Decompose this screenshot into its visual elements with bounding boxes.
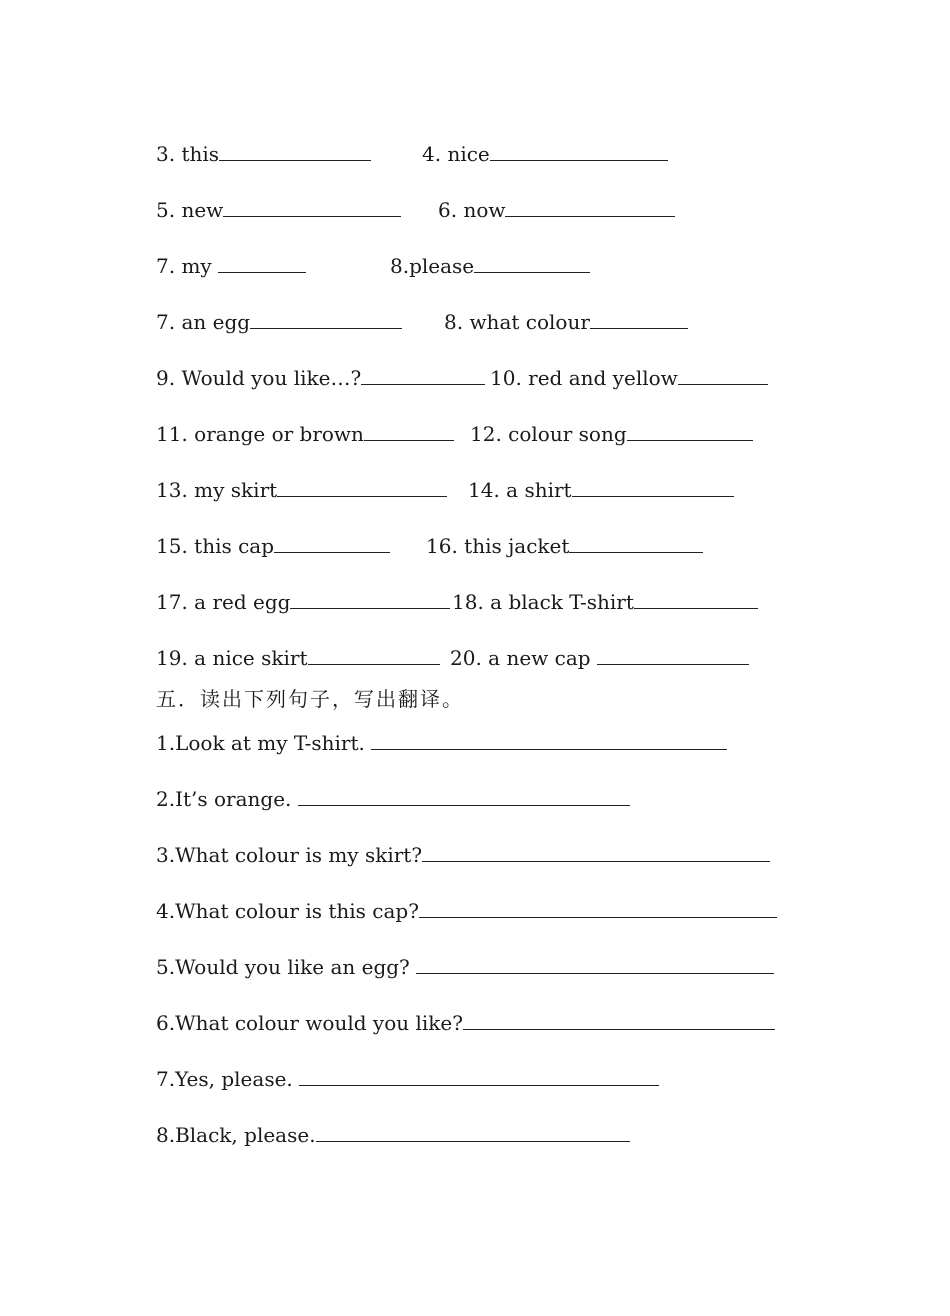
answer-blank[interactable] [218, 254, 306, 273]
phrase-item: 20. a new cap [450, 645, 749, 671]
phrase-item: 16. this jacket [426, 533, 703, 559]
answer-blank[interactable] [597, 646, 749, 665]
sentence-row: 2.It’s orange. [156, 786, 630, 812]
translation-blank[interactable] [298, 787, 630, 806]
answer-blank[interactable] [308, 646, 440, 665]
phrase-item: 13. my skirt [156, 477, 447, 503]
phrase-item: 3. this [156, 141, 371, 167]
answer-blank[interactable] [474, 254, 590, 273]
translation-blank[interactable] [316, 1123, 630, 1142]
translation-blank[interactable] [422, 843, 770, 862]
phrase-item: 15. this cap [156, 533, 390, 559]
phrase-item: 11. orange or brown [156, 421, 454, 447]
phrase-item: 12. colour song [470, 421, 753, 447]
translation-blank[interactable] [416, 955, 774, 974]
answer-blank[interactable] [490, 142, 668, 161]
phrase-item: 5. new [156, 197, 401, 223]
translation-blank[interactable] [299, 1067, 659, 1086]
section-heading: 五．读出下列句子，写出翻译。 [156, 687, 464, 711]
answer-blank[interactable] [277, 478, 447, 497]
sentence-row: 6.What colour would you like? [156, 1010, 775, 1036]
phrase-item: 8. what colour [444, 309, 688, 335]
phrase-item: 8.please [390, 253, 590, 279]
translation-blank[interactable] [371, 731, 727, 750]
sentence-row: 3.What colour is my skirt? [156, 842, 770, 868]
phrase-item: 14. a shirt [468, 477, 734, 503]
phrase-item: 9. Would you like…? [156, 365, 485, 391]
answer-blank[interactable] [634, 590, 758, 609]
answer-blank[interactable] [627, 422, 753, 441]
sentence-row: 8.Black, please. [156, 1122, 630, 1148]
answer-blank[interactable] [678, 366, 768, 385]
translation-blank[interactable] [419, 899, 777, 918]
phrase-item: 4. nice [422, 141, 668, 167]
phrase-item: 17. a red egg [156, 589, 450, 615]
phrase-item: 7. an egg [156, 309, 402, 335]
phrase-item: 18. a black T-shirt [452, 589, 758, 615]
answer-blank[interactable] [572, 478, 734, 497]
sentence-row: 7.Yes, please. [156, 1066, 659, 1092]
answer-blank[interactable] [219, 142, 371, 161]
sentence-row: 5.Would you like an egg? [156, 954, 774, 980]
answer-blank[interactable] [590, 310, 688, 329]
answer-blank[interactable] [505, 198, 675, 217]
answer-blank[interactable] [274, 534, 390, 553]
answer-blank[interactable] [250, 310, 402, 329]
sentence-row: 4.What colour is this cap? [156, 898, 777, 924]
translation-blank[interactable] [463, 1011, 775, 1030]
answer-blank[interactable] [290, 590, 450, 609]
phrase-item: 6. now [438, 197, 675, 223]
answer-blank[interactable] [361, 366, 485, 385]
phrase-item: 10. red and yellow [490, 365, 768, 391]
answer-blank[interactable] [569, 534, 703, 553]
phrase-item: 7. my [156, 253, 306, 279]
answer-blank[interactable] [364, 422, 454, 441]
sentence-row: 1.Look at my T-shirt. [156, 730, 727, 756]
phrase-item: 19. a nice skirt [156, 645, 440, 671]
answer-blank[interactable] [223, 198, 401, 217]
